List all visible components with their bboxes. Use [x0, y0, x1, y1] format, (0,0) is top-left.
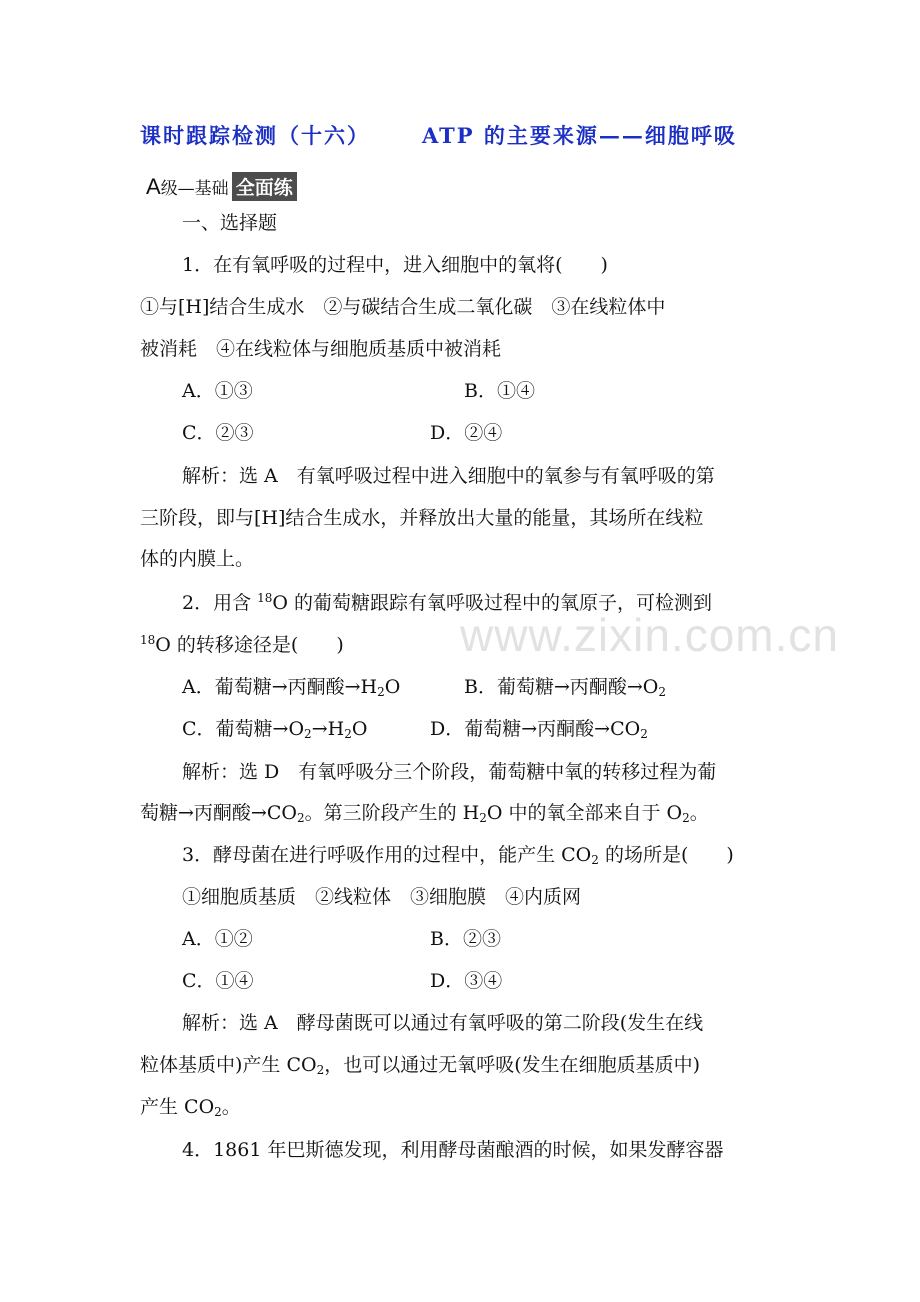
level-text: 级—基础: [160, 179, 229, 199]
q2-option-d: [430, 716, 648, 742]
level-letter: A: [146, 174, 161, 199]
subscript: 2: [479, 811, 487, 825]
q2-option-c-mid: →H: [311, 718, 345, 740]
q3-stem-text: 3．酵母菌在进行呼吸作用的过程中，能产生 CO: [182, 844, 592, 866]
q3-analysis-line1: 解析：选 A 酵母菌既可以通过有氧呼吸的第二阶段(发生在线: [182, 1012, 704, 1034]
q2-analysis-c: O 中的氧全部来自于 O: [486, 802, 683, 824]
q1-stem: 1．在有氧呼吸的过程中，进入细胞中的氧将( ): [182, 254, 608, 276]
q3-option-b: B．②③: [430, 928, 501, 950]
q3-analysis-a: 粒体基质中)产生 CO: [140, 1054, 317, 1076]
subscript: 2: [377, 685, 385, 699]
q1-option-b: B．①④: [464, 380, 535, 402]
q1-option-a: A．①③: [182, 380, 253, 402]
page-title: [140, 120, 790, 150]
section-heading: 一、选择题: [182, 212, 278, 234]
q3-stem: [182, 842, 734, 868]
q2-analysis-a: 萄糖→丙酮酸→CO: [140, 802, 297, 824]
q1-analysis-line3: 体的内膜上。: [140, 548, 255, 570]
title-part2: ATP 的主要来源——细胞呼吸: [422, 123, 737, 148]
q1-items-line1: ①与[H]结合生成水 ②与碳结合生成二氧化碳 ③在线粒体中: [140, 296, 666, 318]
q2-option-c-tail: O: [351, 718, 368, 740]
isotope-mass-2: 18: [140, 633, 156, 647]
subscript: 2: [682, 811, 690, 825]
q3-option-a: A．①②: [182, 928, 253, 950]
q3-option-d: D．③④: [430, 970, 503, 992]
q2-option-c-text: C．葡萄糖→O: [182, 718, 305, 740]
subscript: 2: [591, 853, 599, 867]
subscript: 2: [640, 727, 648, 741]
q2-analysis-line2: [140, 800, 709, 826]
q3-option-c: C．①④: [182, 970, 254, 992]
q2-option-b-text: B．葡萄糖→丙酮酸→O: [464, 676, 659, 698]
q2-option-c: [182, 716, 367, 742]
q1-analysis-line1: 解析：选 A 有氧呼吸过程中进入细胞中的氧参与有氧呼吸的第: [182, 465, 715, 487]
subscript: 2: [658, 685, 667, 699]
level-tag: 全面练: [232, 172, 297, 201]
q3-analysis-line3: [140, 1094, 241, 1120]
subscript: 2: [296, 811, 305, 825]
q2-option-d-text: D．葡萄糖→丙酮酸→CO: [430, 718, 641, 740]
subscript: 2: [344, 727, 352, 741]
q2-stem-prefix: 2．用含: [182, 592, 252, 614]
q2-analysis-line1: 解析：选 D 有氧呼吸分三个阶段，葡萄糖中氧的转移过程为葡: [182, 761, 717, 783]
isotope-element: O: [272, 592, 288, 614]
q2-option-a-text: A．葡萄糖→丙酮酸→H: [182, 676, 378, 698]
q3-analysis-c: 产生 CO: [140, 1096, 215, 1118]
q3-items: ①细胞质基质 ②线粒体 ③细胞膜 ④内质网: [182, 886, 582, 908]
q2-stem-suffix: 的葡萄糖跟踪有氧呼吸过程中的氧原子，可检测到: [294, 592, 713, 614]
q2-option-b: [464, 674, 666, 700]
q2-analysis-b: 。第三阶段产生的 H: [304, 802, 480, 824]
subscript: 2: [316, 1063, 325, 1077]
q2-stem-line2-text: 的转移途径是( ): [176, 634, 344, 656]
q3-stem-tail: 的场所是( ): [604, 844, 734, 866]
isotope-element-2: O: [155, 634, 171, 656]
title-part1: 课时跟踪检测（十六）: [140, 123, 370, 148]
subscript: 2: [304, 727, 312, 741]
q2-stem-line2: [140, 632, 344, 658]
q1-analysis-line2: 三阶段，即与[H]结合生成水，并释放出大量的能量，其场所在线粒: [140, 507, 704, 529]
q3-analysis-b: ，也可以通过无氧呼吸(发生在细胞质基质中): [324, 1054, 701, 1076]
watermark: www.zixin.com.cn: [460, 609, 839, 661]
q2-analysis-d: 。: [689, 802, 709, 824]
q3-analysis-line2: [140, 1052, 700, 1078]
q2-option-a: [182, 674, 400, 700]
q1-option-c: C．②③: [182, 422, 254, 444]
isotope-mass: 18: [257, 591, 273, 605]
level-heading: [146, 172, 297, 201]
q4-stem: 4．1861 年巴斯德发现，利用酵母菌酿酒的时候，如果发酵容器: [182, 1139, 724, 1161]
q2-option-a-tail: O: [384, 676, 401, 698]
q1-items-line2: 被消耗 ④在线粒体与细胞质基质中被消耗: [140, 338, 502, 360]
q3-analysis-d: 。: [221, 1096, 241, 1118]
q1-option-d: D．②④: [430, 422, 503, 444]
subscript: 2: [214, 1105, 222, 1119]
